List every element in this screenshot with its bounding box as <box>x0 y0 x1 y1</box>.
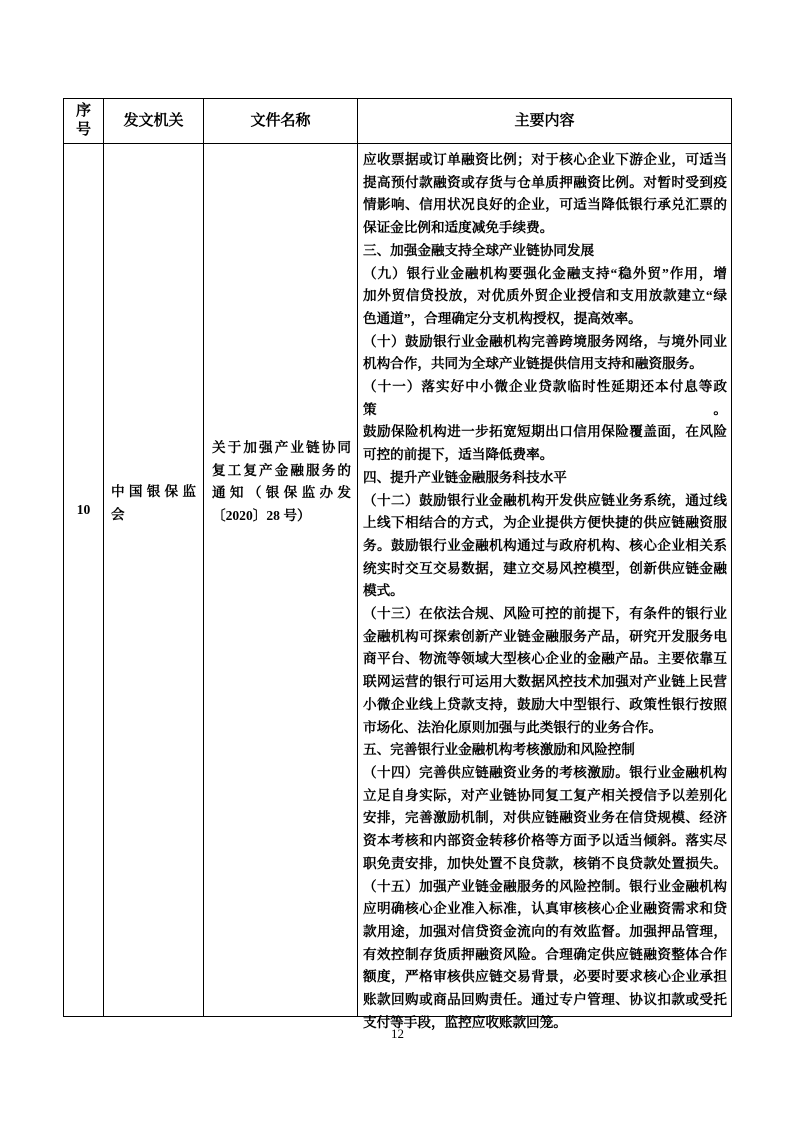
text-line: 关于加强产业链协同 <box>212 440 351 455</box>
text-line: 号 <box>75 122 91 138</box>
text-line: 鼓励保险机构进一步拓宽短期出口信用保险覆盖面，在风险 <box>363 424 727 440</box>
text-line: （十）鼓励银行业金融机构完善跨境服务网络，与境外同业 <box>363 333 727 349</box>
text-line: 有效控制存货质押融资风险。合理确定供应链融资整体合作 <box>363 946 727 962</box>
header-cell-agency <box>104 99 204 144</box>
text-line: 款用途，加强对信贷资金流向的有效监督。加强押品管理， <box>363 923 727 939</box>
text-line: 资本考核和内部资金转移价格等方面予以适当倾斜。落实尽 <box>363 833 727 849</box>
text-line: 通知（银保监办发 <box>212 485 351 501</box>
text-line: 提高预付款融资或存货与仓单质押融资比例。对暂时受到疫 <box>363 174 727 190</box>
text-line: 加外贸信贷投放，对优质外贸企业授信和支用放款建立“绿 <box>363 288 727 304</box>
text-line: 联网运营的银行可运用大数据风控技术加强对产业链上民营 <box>363 674 727 690</box>
text-line: （十三）在依法合规、风险可控的前提下，有条件的银行业 <box>363 606 727 622</box>
text-line: 小微企业线上贷款支持，鼓励大中型银行、政策性银行按照 <box>363 696 727 712</box>
text-line: 立足自身实际，对产业链协同复工复产相关授信予以差别化 <box>363 787 727 803</box>
text-line: 支付等手段，监控应收账款回笼。 <box>363 1014 567 1030</box>
cell-document-title <box>204 144 358 1016</box>
table-header-row <box>64 99 731 144</box>
text-line: 保证金比例和适度减免手续费。 <box>363 220 554 236</box>
text-line: （十二）鼓励银行业金融机构开发供应链业务系统，通过线 <box>363 492 727 508</box>
text-line: 五、完善银行业金融机构考核激励和风险控制 <box>363 742 635 758</box>
header-cell-index <box>64 99 104 144</box>
text-line: 三、加强金融支持全球产业链协同发展 <box>363 242 595 258</box>
text-line: （十一）落实好中小微企业贷款临时性延期还本付息等政策。 <box>363 379 727 417</box>
regulations-table <box>63 98 732 1030</box>
text-line: 上线下相结合的方式，为企业提供方便快捷的供应链融资服 <box>363 515 727 531</box>
header-label-title: 文件名称 <box>250 112 311 129</box>
text-line: （九）银行业金融机构要强化金融支持“稳外贸”作用，增 <box>363 265 727 281</box>
header-cell-title <box>204 99 358 144</box>
text-line: （十五）加强产业链金融服务的风险控制。银行业金融机构 <box>363 878 727 894</box>
text-line: 商平台、物流等领域大型核心企业的金融产品。主要依靠互 <box>363 651 727 667</box>
row-index-value: 10 <box>76 502 91 517</box>
text-line: 可控的前提下，适当降低费率。 <box>363 447 554 463</box>
text-line: 〔2020〕28 号） <box>212 508 311 524</box>
cell-issuing-agency <box>104 144 204 1016</box>
text-line: 务。鼓励银行业金融机构通过与政府机构、核心企业相关系 <box>363 537 727 553</box>
text-line: 额度，严格审核供应链交易背景，必要时要求核心企业承担 <box>363 969 727 985</box>
text-line: 账款回购或商品回购责任。通过专户管理、协议扣款或受托 <box>363 992 727 1008</box>
cell-row-index <box>64 144 104 1016</box>
text-line: 会 <box>111 506 125 522</box>
header-cell-content <box>358 99 731 144</box>
text-line: 复工复产金融服务的 <box>212 462 351 478</box>
text-line: 色通道”，合理确定分支机构授权，提高效率。 <box>363 310 642 326</box>
text-line: （十四）完善供应链融资业务的考核激励。银行业金融机构 <box>363 764 727 780</box>
page-number: 12 <box>391 1026 404 1041</box>
table-row <box>64 144 731 1030</box>
text-line: 中国银保监 <box>111 484 196 499</box>
text-line: 安排，完善激励机制，对供应链融资业务在信贷规模、经济 <box>363 810 727 826</box>
header-label-agency: 发文机关 <box>123 112 184 129</box>
text-line: 四、提升产业链金融服务科技水平 <box>363 469 567 485</box>
header-label-content: 主要内容 <box>514 112 575 129</box>
text-line: 职免责安排，加快处置不良贷款，核销不良贷款处置损失。 <box>363 855 727 871</box>
text-line: 机构合作，共同为全球产业链提供信用支持和融资服务。 <box>363 356 703 372</box>
text-line: 市场化、法治化原则加强与此类银行的业务合作。 <box>363 719 663 735</box>
text-line: 模式。 <box>363 583 404 599</box>
text-line: 金融机构可探索创新产业链金融服务产品，研究开发服务电 <box>363 628 727 644</box>
text-line: 统实时交互交易数据，建立交易风控模型，创新供应链金融 <box>363 560 727 576</box>
text-line: 序 <box>75 103 91 119</box>
text-line: 应收票据或订单融资比例；对于核心企业下游企业，可适当 <box>363 152 727 167</box>
text-line: 应明确核心企业准入标准，认真审核核心企业融资需求和贷 <box>363 901 727 917</box>
text-line: 情影响、信用状况良好的企业，可适当降低银行承兑汇票的 <box>363 197 727 213</box>
cell-main-content <box>358 144 731 1030</box>
